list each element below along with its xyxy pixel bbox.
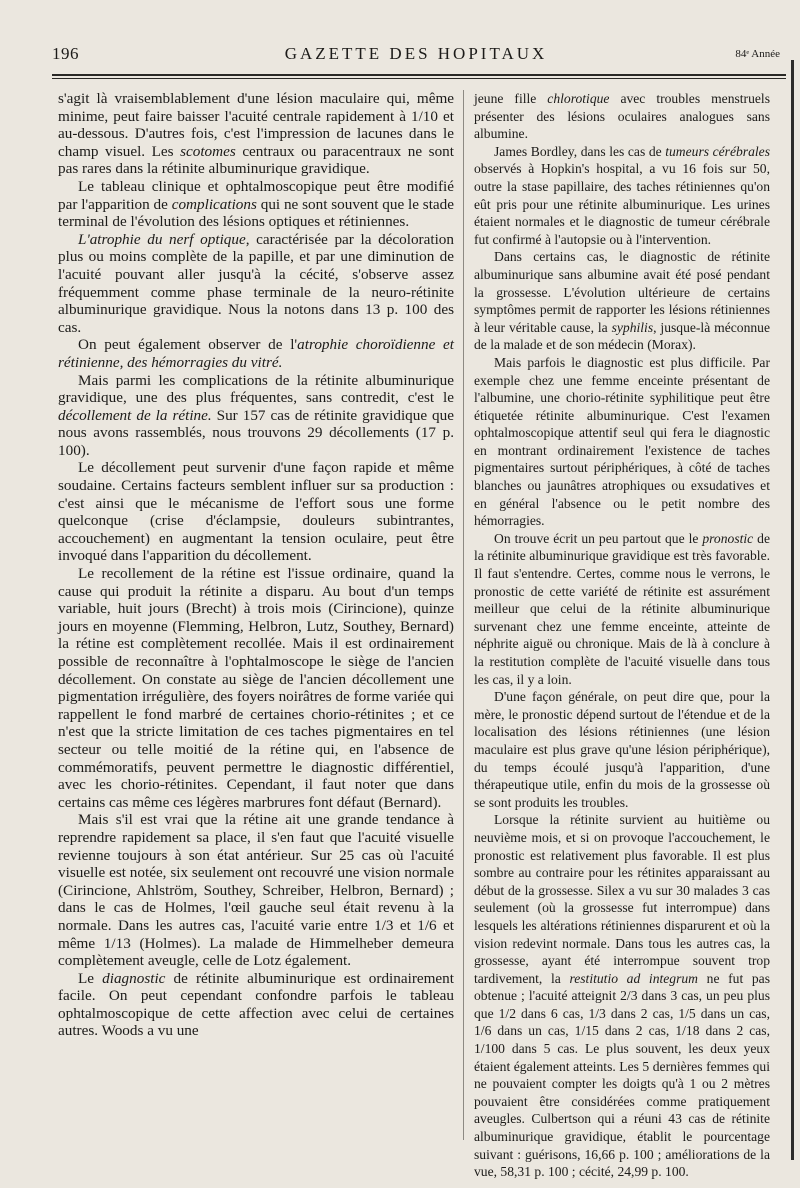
text-run: Mais parmi les complications de la rétinite albuminurique gravidique, une des plus fréquentes, sans contredit, c'est le: [58, 371, 454, 407]
page-edge: [791, 60, 794, 1160]
text-run: observés à Hopkin's hospital, a vu 16 fois sur 50, outre la stase papillaire, des taches rétiniennes qu'on eût pris pour une rétinite albuminurique. Les urines étaient normales et le diagnostic de tumeur cérébrale fut confirmé à l'autopsie ou à l'intervention.: [474, 161, 770, 247]
italic-text: atrophie choroïdienne et rétinienne, des hémorragies du vitré.: [58, 336, 454, 371]
page-header: [52, 44, 780, 68]
text-run: Le décollement peut survenir d'une façon rapide et même soudaine. Certains facteurs semblent influer sur sa production : c'est ainsi que le mécanisme de l'effort sous une forme quelconque (crise d'éclampsie, douleurs subintrantes, accouchement) en augmentant la tension oculaire, peut être invoqué dans l'apparition du décollement.: [58, 459, 454, 565]
text-run: D'une façon générale, on peut dire que, pour la mère, le pronostic dépend surtout de l'étendue et de la localisation des lésions rétiniennes (une lésion maculaire est plus grave qu'une lésion périphérique), du temps écoulé jusqu'à l'apparition, d'une thérapeutique utile, enfin du mois de la grossesse où se sont produits les troubles.: [474, 689, 770, 810]
text-run: Lorsque la rétinite survient au huitième ou neuvième mois, et si on provoque l'accouchement, le pronostic est relativement plus favorable. Il est plus sombre au contraire pour les rétinites apparaissant au début de la grossesse. Silex a vu sur 30 malades 3 cas seulement (où la grossesse fut interrompue) dans lesquels les altérations rétiniennes disparurent et où la vision redevint normale. Dans tous les autres cas, la grossesse, ayant été interrompue souvent trop tardivement, la: [474, 812, 770, 986]
paragraph: [474, 530, 770, 688]
italic-text: tumeurs cérébrales: [665, 143, 770, 159]
italic-text: décollement de la rétine.: [58, 406, 212, 424]
text-run: ne fut pas obtenue ; l'acuité atteignit 2/3 dans 3 cas, un peu plus que 1/2 dans 6 cas, 1/3 dans 2 cas, 1/5 dans un cas, 1/6 dans un cas, 1/15 dans 2 cas, 1/18 dans 2 cas, 1/100 dans 5 cas. Le plus souvent, les deux yeux étaient également atteints. Les 5 dernières femmes qui ne pouvaient compter les doigts qu'à 1 ou 2 mètres pouvaient être considérées comme pratiquement aveugles. Culbertson qui a réuni 43 cas de rétinite albuminurique gravidique, établit le pourcentage suivant : guérisons, 16,66 p. 100 ; améliorations de la vue, 58,31 p. 100 ; cécité, 24,99 p. 100.: [474, 970, 770, 1180]
paragraph: [58, 970, 454, 1040]
italic-text: restitutio ad integrum: [569, 970, 698, 986]
year-mark: 84ᵉ Année: [735, 48, 780, 60]
paragraph: [58, 372, 454, 460]
paragraph: [58, 90, 454, 178]
italic-text: chlorotique: [547, 91, 610, 106]
paragraph: [58, 178, 454, 231]
italic-text: syphilis: [611, 319, 654, 335]
paragraph: [474, 688, 770, 811]
header-rule: [52, 74, 786, 79]
italic-text: pronostic: [702, 530, 754, 546]
text-run: centraux ou paracentraux ne sont pas rares dans la rétinite albuminurique gravidique.: [58, 142, 454, 178]
italic-text: complications: [171, 195, 257, 213]
text-run: Sur 157 cas de rétinite gravidique que nous avons rassemblés, nous trouvons 29 décollements (17 p. 100).: [58, 406, 454, 459]
text-run: , caractérisée par la décoloration plus ou moins complète de la papille, et par une diminution de l'acuité pouvant aller jusqu'à la cécité, s'observe assez fréquemment comme phase terminale de la neuro-rétinite albuminurique gravidique. Nous la notons dans 13 p. 100 des cas.: [58, 230, 454, 336]
text-run: qui ne sont souvent que le stade terminal de l'évolution des lésions optiques et rétiniennes.: [58, 195, 454, 231]
text-run: On peut également observer de l': [78, 336, 298, 354]
paragraph: [58, 336, 454, 371]
text-run: Mais s'il est vrai que la rétine ait une grande tendance à reprendre rapidement sa place, il s'en faut que l'acuité visuelle revienne toujours à son état antérieur. Sur 25 cas où l'acuité visuelle est notée, six seulement ont recouvré une vision normale (Cirincione, Ahlström, Southey, Schreiber, Helbron, Bernard) ; dans le cas de Holmes, l'œil gauche seul était revenu à la normale. Dans les autres cas, l'acuité varie entre 1/3 et 1/6 et même 1/13 (Holmes). La malade de Himmelheber demeura complètement aveugle, celle de Lotz également.: [58, 811, 454, 970]
text-run: James Bordley, dans les cas de: [494, 143, 666, 159]
italic-text: L'atrophie du nerf optique: [78, 230, 246, 248]
text-run: avec troubles menstruels présenter des lésions oculaires analogues sans albumine.: [474, 91, 770, 142]
text-run: de la rétinite albuminurique gravidique est très favorable. Il faut s'entendre. Certes, comme nous le verrons, le pronostic de cette variété de rétinite est assurément meilleur que celui de la rétinite albuminurique survenant chez une femme enceinte, atteinte de néphrite aiguë ou chronique. Mais de là à conclure à la restitution complète de l'acuité visuelle dans tous les cas, il y a loin.: [474, 530, 770, 687]
column-divider: [463, 90, 464, 1140]
text-run: jeune fille: [474, 91, 548, 106]
text-run: On trouve écrit un peu partout que le: [494, 530, 703, 546]
paragraph: [474, 248, 770, 354]
page-number: 196: [52, 44, 79, 63]
text-run: de rétinite albuminurique est ordinairement facile. On peut cependant confondre parfois le tableau ophtalmoscopique de cette affection avec celui de certaines autres. Woods a vu une: [58, 969, 454, 1040]
paragraph: [474, 811, 770, 1180]
text-run: Le tableau clinique et ophtalmoscopique peut être modifié par l'apparition de: [58, 177, 454, 213]
italic-text: diagnostic: [102, 969, 166, 987]
text-run: s'agit là vraisemblablement d'une lésion maculaire qui, même minime, peut faire baisser l'acuité centrale rapidement à 1/10 et au-dessous. D'autres fois, c'est l'impression de lacunes dans le champ visuel. Les: [58, 90, 454, 160]
text-run: Dans certains cas, le diagnostic de rétinite albuminurique sans albumine avait été posé pendant la grossesse. L'évolution ultérieure de certains symptômes permit de rapporter les lésions rétiniennes à leur véritable cause, la: [474, 249, 770, 335]
text-run: , jusque-là méconnue de la malade et de son médecin (Morax).: [474, 319, 770, 353]
paragraph: [474, 90, 770, 143]
paragraph: [58, 231, 454, 337]
paragraph: [58, 811, 454, 969]
paragraph: [58, 459, 454, 565]
paragraph: [474, 354, 770, 530]
paragraph: [474, 143, 770, 249]
text-run: Le recollement de la rétine est l'issue ordinaire, quand la cause qui produit la rétinite a disparu. Au bout d'un temps variable, huit jours (Brecht) à trois mois (Cirincione), quinze jours en moyenne (Flemming, Helbron, Lutz, Southey, Bernard) la rétine est complètement recollée. Mais il est ordinairement possible de reconnaître à l'ophtalmoscope le siège de l'ancien décollement. On constate au siège de l'ancien décollement une pigmentation irrégulière, des foyers noirâtres de forme variée qui rappellent le fond marbré de certaines chorio-rétinites ; et ce n'est que la stricte limitation de ces taches pigmentaires en tel secteur ou telle moitié de la rétine qui, en l'absence de commémoratifs, peuvent permettre le diagnostic différentiel, avec les chorio-rétinites. Cependant, il faut noter que dans certains cas même ces légères marbrures font défaut (Bernard).: [58, 565, 454, 811]
running-title: GAZETTE DES HOPITAUX: [284, 44, 548, 63]
text-run: Le: [78, 969, 103, 987]
right-column: [474, 90, 770, 1181]
text-run: Mais parfois le diagnostic est plus difficile. Par exemple chez une femme enceinte présentant de l'albumine, une chorio-rétinite syphilitique peut être étiquetée rétinite albuminurique. C'est l'examen ophtalmoscopique attentif seul qui fera le diagnostic en montrant ordinairement l'existence de taches pigmentaires surtout périphériques, à côté de taches blanches ou jaunâtres atrophiques ou exsudatives et en général l'absence ou le petit nombre des hémorragies.: [474, 354, 770, 529]
italic-text: scotomes: [180, 142, 236, 160]
paragraph: [58, 565, 454, 811]
left-column: [58, 90, 454, 1040]
